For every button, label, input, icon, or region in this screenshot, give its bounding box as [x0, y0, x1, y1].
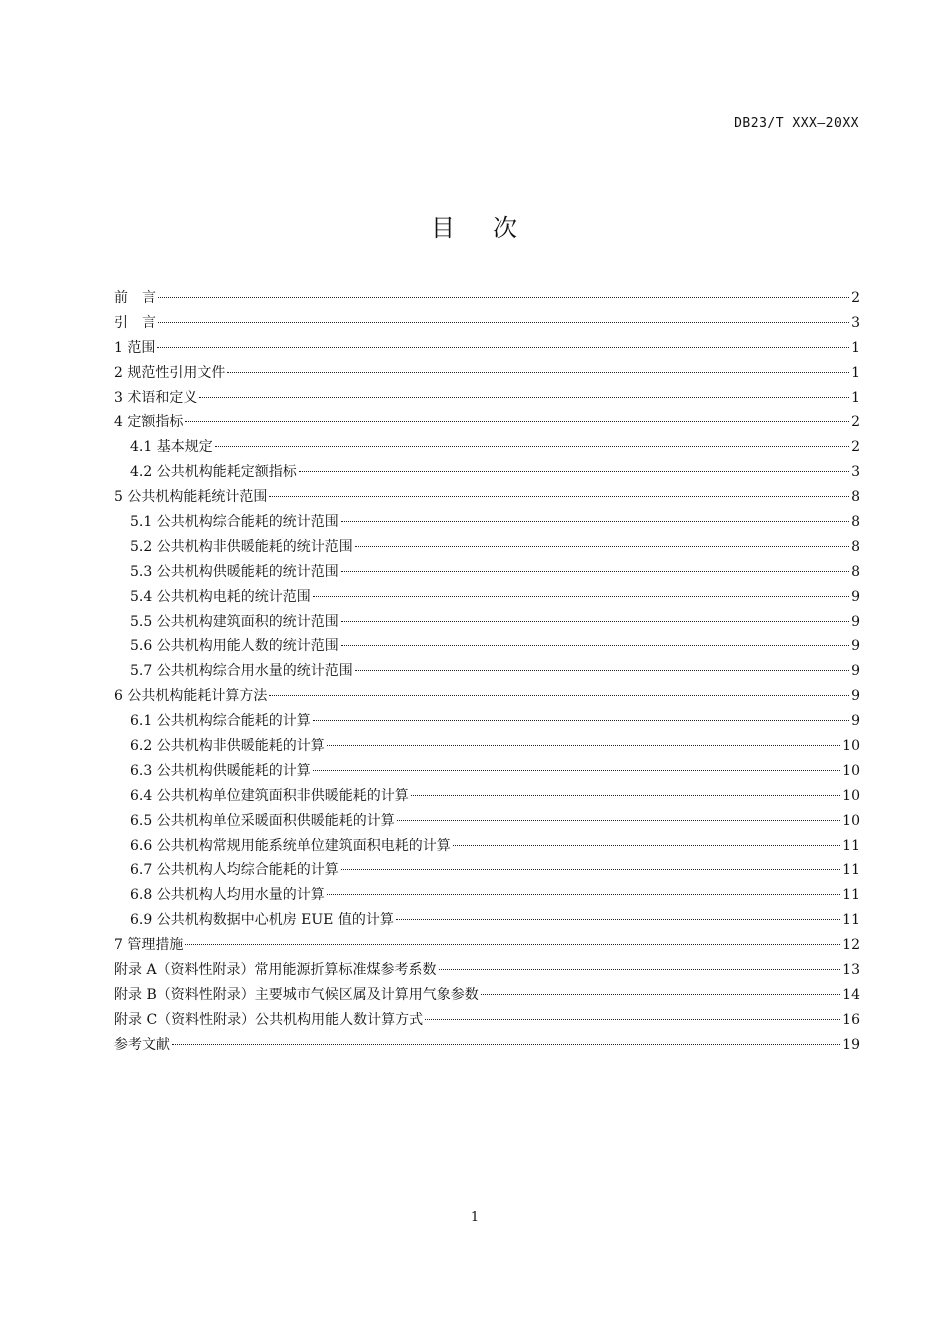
- toc-entry-page: 11: [842, 912, 860, 929]
- toc-entry[interactable]: [114, 510, 860, 535]
- toc-entry[interactable]: [114, 784, 860, 809]
- toc-entry-label: 附录 B（资料性附录）主要城市气候区属及计算用气象参数: [114, 986, 479, 1003]
- toc-entry[interactable]: [114, 485, 860, 510]
- toc-entry[interactable]: [114, 958, 860, 983]
- toc-entry-page: 9: [851, 688, 860, 705]
- page-number: 1: [470, 1210, 480, 1225]
- toc-entry-page: 3: [851, 464, 860, 481]
- toc-entry-page: 12: [842, 937, 860, 954]
- toc-entry[interactable]: [114, 610, 860, 635]
- dot-leader: [355, 546, 849, 547]
- dot-leader: [397, 820, 840, 821]
- dot-leader: [269, 695, 849, 696]
- toc-entry[interactable]: [114, 983, 860, 1008]
- toc-entry[interactable]: [114, 286, 860, 311]
- toc-entry[interactable]: [114, 311, 860, 336]
- toc-entry[interactable]: [114, 634, 860, 659]
- toc-entry-label: 4.1 基本规定: [130, 439, 213, 456]
- toc-entry[interactable]: [114, 858, 860, 883]
- toc-entry[interactable]: [114, 535, 860, 560]
- toc-entry-label: 6.5 公共机构单位采暖面积供暖能耗的计算: [130, 812, 395, 829]
- toc-entry-label: 4.2 公共机构能耗定额指标: [130, 464, 297, 481]
- toc-entry-label: 附录 A（资料性附录）常用能源折算标准煤参考系数: [114, 962, 437, 979]
- dot-leader: [439, 969, 841, 970]
- dot-leader: [185, 421, 849, 422]
- toc-entry[interactable]: [114, 709, 860, 734]
- toc-entry[interactable]: [114, 1033, 860, 1058]
- dot-leader: [341, 869, 840, 870]
- toc-entry-label: 5.7 公共机构综合用水量的统计范围: [130, 663, 353, 680]
- toc-entry-label: 前 言: [114, 290, 156, 306]
- dot-leader: [227, 372, 849, 373]
- toc-entry-page: 1: [851, 339, 860, 356]
- title-char-right: 次: [493, 214, 519, 242]
- toc-entry-label: 5 公共机构能耗统计范围: [114, 489, 268, 506]
- toc-entry-label: 6.9 公共机构数据中心机房 EUE 值的计算: [130, 912, 394, 929]
- dot-leader: [327, 745, 840, 746]
- toc-entry-page: 19: [842, 1036, 860, 1053]
- toc-entry-label: 5.6 公共机构用能人数的统计范围: [130, 638, 339, 655]
- toc-entry-page: 9: [851, 613, 860, 630]
- toc-entry[interactable]: [114, 659, 860, 684]
- toc-entry-page: 11: [842, 837, 860, 854]
- dot-leader: [269, 496, 849, 497]
- dot-leader: [158, 297, 849, 298]
- toc-entry-page: 2: [851, 439, 860, 456]
- toc-entry[interactable]: [114, 933, 860, 958]
- toc-entry-label: 7 管理措施: [114, 937, 184, 954]
- toc-entry-label: 4 定额指标: [114, 414, 184, 431]
- toc-entry-page: 9: [851, 713, 860, 730]
- toc-entry-page: 11: [842, 887, 860, 904]
- toc-entry-page: 13: [842, 962, 860, 979]
- dot-leader: [355, 670, 849, 671]
- toc-entry-page: 8: [851, 489, 860, 506]
- dot-leader: [199, 397, 849, 398]
- toc-entry-label: 2 规范性引用文件: [114, 364, 226, 381]
- dot-leader: [313, 770, 840, 771]
- toc-entry[interactable]: [114, 1008, 860, 1033]
- dot-leader: [172, 1044, 840, 1045]
- toc-entry-label: 5.5 公共机构建筑面积的统计范围: [130, 613, 339, 630]
- toc-entry-label: 5.3 公共机构供暖能耗的统计范围: [130, 563, 339, 580]
- dot-leader: [341, 571, 849, 572]
- toc-entry-page: 10: [842, 738, 860, 755]
- dot-leader: [157, 347, 849, 348]
- dot-leader: [299, 471, 849, 472]
- toc-entry[interactable]: [114, 336, 860, 361]
- toc-entry[interactable]: [114, 759, 860, 784]
- toc-entry[interactable]: [114, 809, 860, 834]
- toc-entry-page: 9: [851, 638, 860, 655]
- dot-leader: [327, 894, 840, 895]
- toc-entry-page: 10: [842, 812, 860, 829]
- toc-entry-page: 16: [842, 1011, 860, 1028]
- table-of-contents: [114, 286, 860, 1058]
- toc-entry-label: 1 范围: [114, 339, 156, 356]
- toc-entry-label: 5.2 公共机构非供暖能耗的统计范围: [130, 538, 353, 555]
- toc-entry-label: 6.2 公共机构非供暖能耗的计算: [130, 738, 325, 755]
- toc-entry-label: 6.7 公共机构人均综合能耗的计算: [130, 862, 339, 879]
- toc-entry-label: 3 术语和定义: [114, 389, 198, 406]
- dot-leader: [481, 994, 840, 995]
- toc-entry-page: 9: [851, 588, 860, 605]
- toc-entry[interactable]: [114, 585, 860, 610]
- toc-entry[interactable]: [114, 834, 860, 859]
- page-title: [0, 208, 950, 243]
- toc-entry-label: 6.3 公共机构供暖能耗的计算: [130, 762, 311, 779]
- toc-entry-label: 5.1 公共机构综合能耗的统计范围: [130, 514, 339, 531]
- toc-entry[interactable]: [114, 883, 860, 908]
- dot-leader: [313, 720, 849, 721]
- dot-leader: [158, 322, 849, 323]
- title-char-left: 目: [431, 214, 457, 242]
- toc-entry[interactable]: [114, 908, 860, 933]
- toc-entry-page: 10: [842, 787, 860, 804]
- toc-entry[interactable]: [114, 435, 860, 460]
- toc-entry[interactable]: [114, 361, 860, 386]
- dot-leader: [341, 621, 849, 622]
- toc-entry-label: 引 言: [114, 314, 156, 331]
- toc-entry-label: 5.4 公共机构电耗的统计范围: [130, 588, 311, 605]
- toc-entry-page: 8: [851, 514, 860, 531]
- toc-entry[interactable]: [114, 560, 860, 585]
- toc-entry[interactable]: [114, 684, 860, 709]
- toc-entry[interactable]: [114, 410, 860, 435]
- toc-entry-page: 2: [851, 290, 860, 306]
- toc-entry-page: 10: [842, 762, 860, 779]
- dot-leader: [411, 795, 840, 796]
- dot-leader: [185, 944, 840, 945]
- toc-entry-label: 参考文献: [114, 1036, 170, 1053]
- dot-leader: [341, 521, 849, 522]
- toc-entry-page: 1: [851, 364, 860, 381]
- toc-entry-page: 8: [851, 538, 860, 555]
- toc-entry-label: 6.8 公共机构人均用水量的计算: [130, 887, 325, 904]
- toc-entry-label: 6.1 公共机构综合能耗的计算: [130, 713, 311, 730]
- toc-entry-page: 14: [842, 986, 860, 1003]
- toc-entry[interactable]: [114, 734, 860, 759]
- toc-entry-label: 6.4 公共机构单位建筑面积非供暖能耗的计算: [130, 787, 409, 804]
- dot-leader: [396, 919, 840, 920]
- toc-entry-label: 附录 C（资料性附录）公共机构用能人数计算方式: [114, 1011, 424, 1028]
- toc-entry-page: 9: [851, 663, 860, 680]
- toc-entry-page: 3: [851, 314, 860, 331]
- toc-entry-page: 11: [842, 862, 860, 879]
- dot-leader: [313, 596, 849, 597]
- toc-entry-page: 8: [851, 563, 860, 580]
- dot-leader: [215, 446, 849, 447]
- dot-leader: [425, 1019, 840, 1020]
- toc-entry[interactable]: [114, 386, 860, 411]
- toc-entry-page: 1: [851, 389, 860, 406]
- toc-entry[interactable]: [114, 460, 860, 485]
- document-code: DB23/T XXX—20XX: [734, 116, 859, 131]
- toc-entry-label: 6 公共机构能耗计算方法: [114, 688, 268, 705]
- toc-entry-page: 2: [851, 414, 860, 431]
- dot-leader: [453, 845, 840, 846]
- dot-leader: [341, 645, 849, 646]
- toc-entry-label: 6.6 公共机构常规用能系统单位建筑面积电耗的计算: [130, 837, 451, 854]
